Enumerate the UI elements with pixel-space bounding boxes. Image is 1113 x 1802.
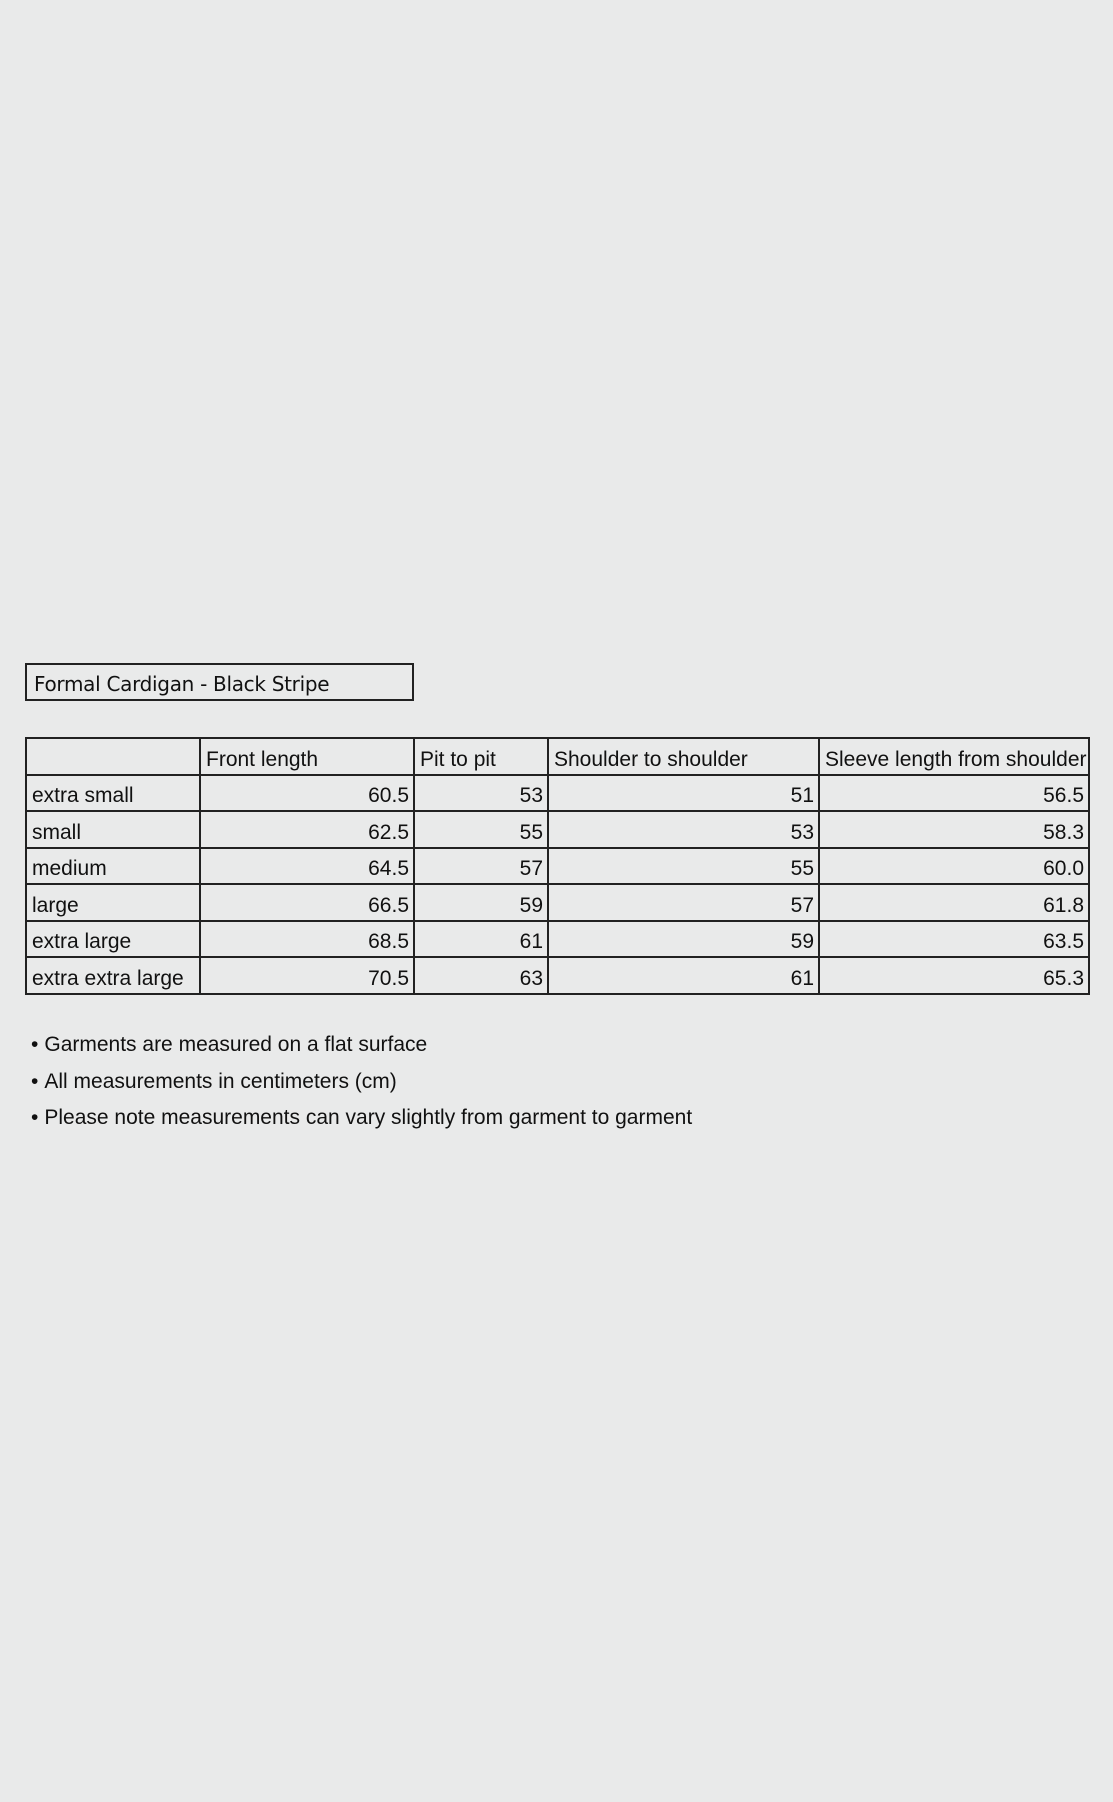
sleeve-length-value: 56.5	[819, 775, 1089, 812]
note-item: • All measurements in centimeters (cm)	[31, 1071, 692, 1108]
sleeve-length-value: 58.3	[819, 811, 1089, 848]
table-header-row	[26, 738, 1089, 775]
note-item: • Garments are measured on a flat surface	[31, 1034, 692, 1071]
front-length-value: 68.5	[200, 921, 414, 958]
size-label: large	[26, 884, 200, 921]
pit-to-pit-value: 55	[414, 811, 548, 848]
shoulder-value: 51	[548, 775, 819, 812]
table-row	[26, 775, 1089, 812]
sleeve-length-value: 61.8	[819, 884, 1089, 921]
pit-to-pit-value: 59	[414, 884, 548, 921]
size-label: small	[26, 811, 200, 848]
size-label: extra large	[26, 921, 200, 958]
table-row	[26, 957, 1089, 994]
table-row	[26, 884, 1089, 921]
sleeve-length-value: 60.0	[819, 848, 1089, 885]
table-row	[26, 848, 1089, 885]
front-length-value: 66.5	[200, 884, 414, 921]
size-label: extra small	[26, 775, 200, 812]
front-length-value: 70.5	[200, 957, 414, 994]
front-length-value: 60.5	[200, 775, 414, 812]
product-title-box	[25, 663, 414, 701]
note-item: • Please note measurements can vary slightly from garment to garment	[31, 1107, 692, 1144]
header-pit-to-pit: Pit to pit	[414, 738, 548, 775]
header-shoulder-to-shoulder: Shoulder to shoulder	[548, 738, 819, 775]
shoulder-value: 57	[548, 884, 819, 921]
size-chart-table	[25, 737, 1090, 995]
front-length-value: 62.5	[200, 811, 414, 848]
product-title: Formal Cardigan - Black Stripe	[34, 672, 330, 696]
table-row	[26, 921, 1089, 958]
pit-to-pit-value: 57	[414, 848, 548, 885]
header-front-length: Front length	[200, 738, 414, 775]
sleeve-length-value: 65.3	[819, 957, 1089, 994]
measurement-notes	[31, 1034, 692, 1144]
shoulder-value: 53	[548, 811, 819, 848]
size-label: medium	[26, 848, 200, 885]
front-length-value: 64.5	[200, 848, 414, 885]
pit-to-pit-value: 63	[414, 957, 548, 994]
header-sleeve-length: Sleeve length from shoulder	[819, 738, 1089, 775]
table-row	[26, 811, 1089, 848]
header-size	[26, 738, 200, 775]
sleeve-length-value: 63.5	[819, 921, 1089, 958]
pit-to-pit-value: 53	[414, 775, 548, 812]
shoulder-value: 61	[548, 957, 819, 994]
shoulder-value: 59	[548, 921, 819, 958]
pit-to-pit-value: 61	[414, 921, 548, 958]
shoulder-value: 55	[548, 848, 819, 885]
size-label: extra extra large	[26, 957, 200, 994]
